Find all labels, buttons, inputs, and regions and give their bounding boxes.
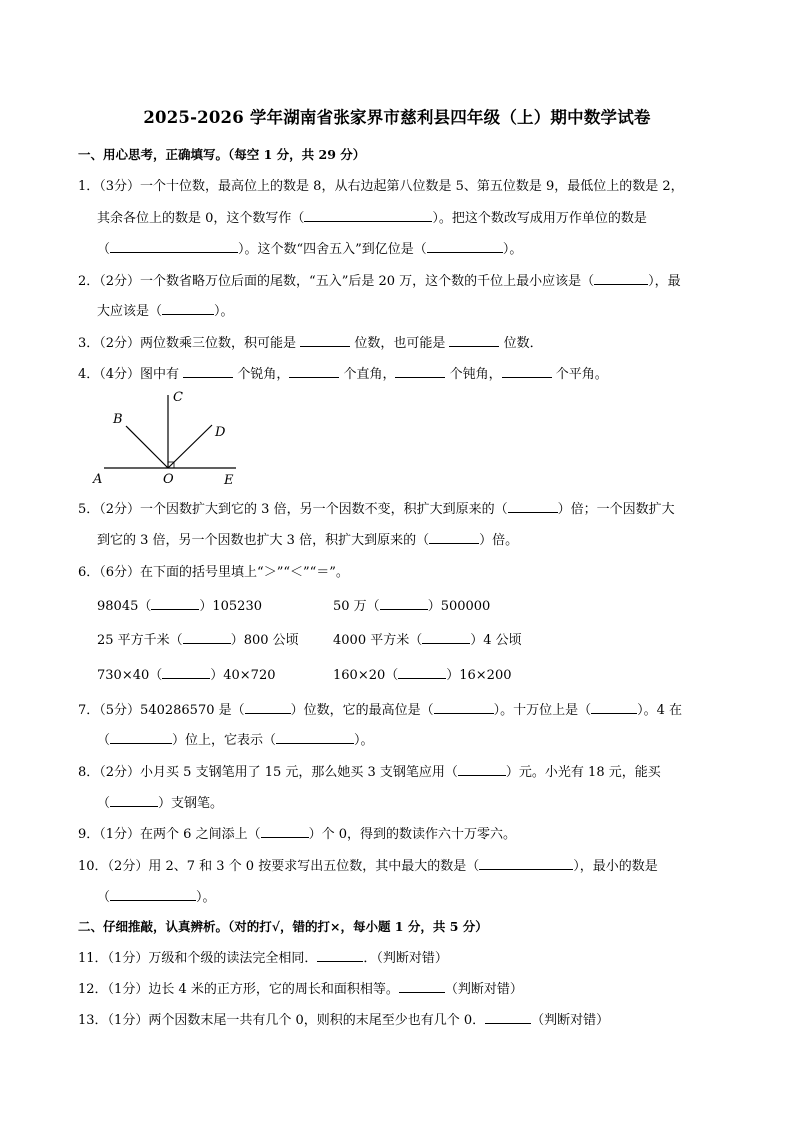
q1-line-1: 1．（3分）一个十位数，最高位上的数是 8，从右边起第八位数是 5、第五位数是 9，最低位上的数是 2， <box>78 179 684 194</box>
answer-blank[interactable] <box>422 630 470 644</box>
q2-line-2: 大应该是（ ）。 <box>97 300 234 319</box>
section-1-heading: 一、用心思考，正确填写。（每空 1 分，共 29 分） <box>78 147 366 162</box>
ray-ob <box>126 426 168 468</box>
q9-line: 9．（1分）在两个 6 之间添上（ ）个 0，得到的数读作六十万零六。 <box>78 823 516 842</box>
q6-row-3-right: 160×20（ ）16×200 <box>333 664 512 683</box>
q10-line-2: （ ）。 <box>97 886 216 905</box>
q1-line-2: 其余各位上的数是 0，这个数写作（ ）。把这个数改写成用万作单位的数是 <box>97 207 647 226</box>
q5-line-1: 5．（2分）一个因数扩大到它的 3 倍，另一个因数不变，积扩大到原来的（ ）倍；一个因数扩大 <box>78 498 675 517</box>
q7-line-1: 7．（5分）540286570 是（ ）位数，它的最高位是（ ）。十万位上是（ ）。4 在 <box>78 699 682 718</box>
answer-blank[interactable] <box>508 499 558 513</box>
q11-line: 11．（1分）万级和个级的读法完全相同． ．（判断对错） <box>78 947 448 966</box>
answer-blank[interactable] <box>183 364 233 378</box>
answer-blank[interactable] <box>458 762 506 776</box>
answer-blank[interactable] <box>380 596 428 610</box>
q7-line-2: （ ）位上，它表示（ ）。 <box>97 729 374 748</box>
answer-blank[interactable] <box>434 700 494 714</box>
q6-line: 6．（6分）在下面的括号里填上“＞”“＜”“＝”。 <box>78 565 349 580</box>
answer-blank[interactable] <box>162 665 210 679</box>
angle-figure <box>88 383 258 488</box>
answer-blank[interactable] <box>300 333 350 347</box>
answer-blank[interactable] <box>449 333 499 347</box>
answer-blank[interactable] <box>110 887 196 901</box>
answer-blank[interactable] <box>162 301 214 315</box>
label-c: C <box>173 390 183 405</box>
answer-blank[interactable] <box>502 364 552 378</box>
label-a: A <box>93 472 103 487</box>
answer-blank[interactable] <box>485 1010 531 1024</box>
answer-blank[interactable] <box>183 630 231 644</box>
q8-line-1: 8．（2分）小月买 5 支钢笔用了 15 元，那么她买 3 支钢笔应用（ ）元。小光有 18 元，能买 <box>78 761 661 780</box>
q6-row-1-right: 50 万（ ）500000 <box>333 595 490 614</box>
q13-line: 13．（1分）两个因数末尾一共有几个 0，则积的末尾至少也有几个 0． （判断对错） <box>78 1009 609 1028</box>
q10-line-1: 10．（2分）用 2、7 和 3 个 0 按要求写出五位数，其中最大的数是（ ），最小的数是 <box>78 855 658 874</box>
label-b: B <box>113 412 123 427</box>
section-2-heading: 二、仔细推敲，认真辨析。（对的打√，错的打×，每小题 1 分，共 5 分） <box>78 919 488 934</box>
ray-od <box>168 425 212 468</box>
answer-blank[interactable] <box>479 856 573 870</box>
q6-row-1-left: 98045（ ）105230 <box>97 595 262 614</box>
answer-blank[interactable] <box>317 948 363 962</box>
q1-line-3: （ ）。这个数“四舍五入”到亿位是（ ）。 <box>97 238 522 257</box>
answer-blank[interactable] <box>245 700 291 714</box>
answer-blank[interactable] <box>110 793 158 807</box>
answer-blank[interactable] <box>151 596 199 610</box>
answer-blank[interactable] <box>591 700 637 714</box>
q6-row-2-right: 4000 平方米（ ）4 公顷 <box>333 629 522 648</box>
answer-blank[interactable] <box>427 239 503 253</box>
q4-line: 4．（4分）图中有 个锐角， 个直角， 个钝角， 个平角。 <box>78 363 608 382</box>
q6-row-3-left: 730×40（ ）40×720 <box>97 664 276 683</box>
q5-line-2: 到它的 3 倍，另一个因数也扩大 3 倍，积扩大到原来的（ ）倍。 <box>97 529 518 548</box>
answer-blank[interactable] <box>594 271 648 285</box>
answer-blank[interactable] <box>304 208 432 222</box>
answer-blank[interactable] <box>395 364 445 378</box>
q8-line-2: （ ）支钢笔。 <box>97 792 223 811</box>
answer-blank[interactable] <box>110 730 172 744</box>
answer-blank[interactable] <box>276 730 354 744</box>
label-d: D <box>215 425 226 440</box>
label-e: E <box>224 473 234 488</box>
q3-line: 3．（2分）两位数乘三位数，积可能是 位数，也可能是 位数． <box>78 332 543 351</box>
q12-line: 12．（1分）边长 4 米的正方形，它的周长和面积相等。 （判断对错） <box>78 978 523 997</box>
answer-blank[interactable] <box>110 239 238 253</box>
q2-line-1: 2．（2分）一个数省略万位后面的尾数，“五入”后是 20 万，这个数的千位上最小应该是（ ），最 <box>78 270 681 289</box>
exam-title: 2025-2026 学年湖南省张家界市慈利县四年级（上）期中数学试卷 <box>143 108 651 127</box>
answer-blank[interactable] <box>398 665 446 679</box>
answer-blank[interactable] <box>399 979 445 993</box>
answer-blank[interactable] <box>261 824 309 838</box>
q6-row-2-left: 25 平方千米（ ）800 公顷 <box>97 629 299 648</box>
label-o: O <box>163 472 174 487</box>
answer-blank[interactable] <box>429 530 479 544</box>
answer-blank[interactable] <box>289 364 339 378</box>
